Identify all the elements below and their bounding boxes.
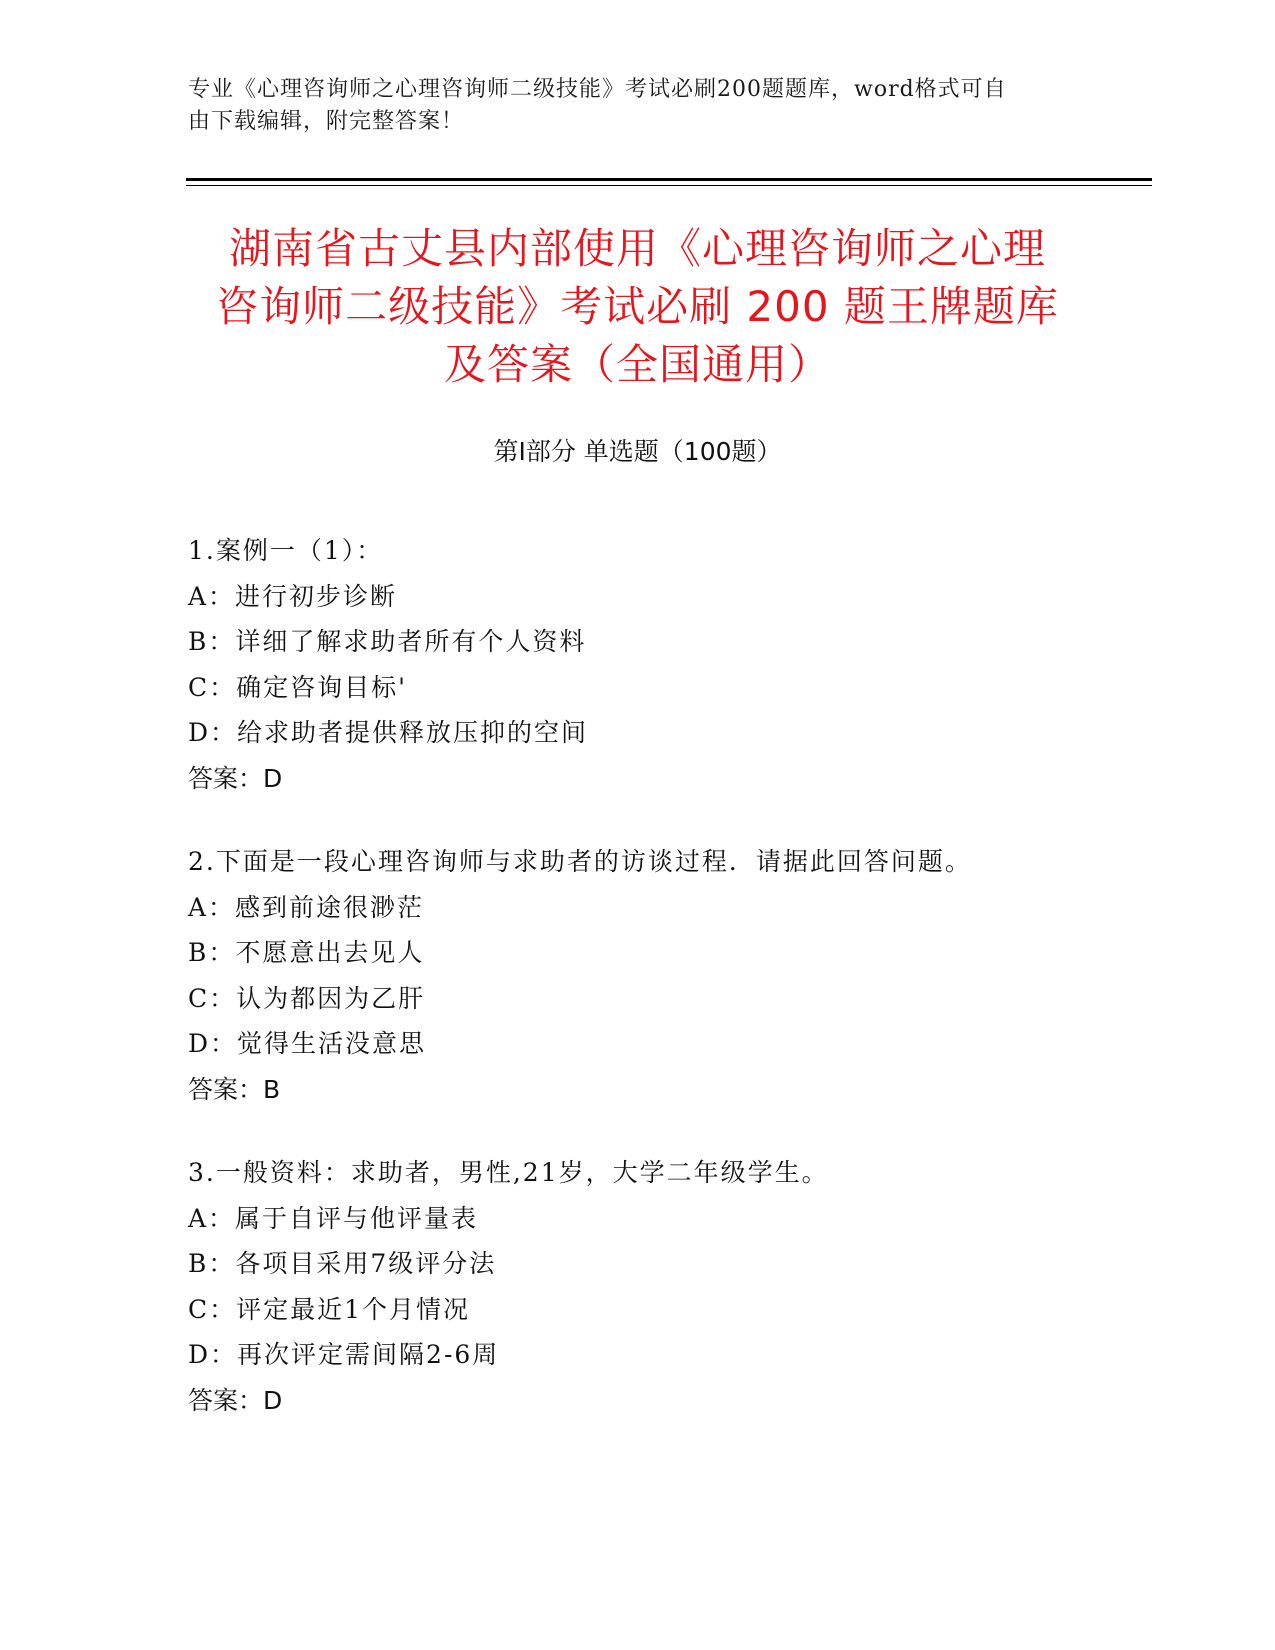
question-1 xyxy=(188,528,1148,801)
option-a: A：感到前途很渺茫 xyxy=(188,892,425,922)
title-line-1: 湖南省古丈县内部使用《心理咨询师之心理 xyxy=(228,224,1046,273)
section-heading: 第Ⅰ部分 单选题（100题） xyxy=(493,437,782,466)
option-d: D：给求助者提供释放压抑的空间 xyxy=(188,718,589,747)
header-note-line-2: 由下载编辑，附完整答案！ xyxy=(188,109,465,134)
question-stem: 1.案例一（1）： xyxy=(188,536,384,565)
question-stem: 3.一般资料：求助者，男性,21岁，大学二年级学生。 xyxy=(188,1158,829,1187)
option-d: D：再次评定需间隔2-6周 xyxy=(188,1340,500,1369)
header-note xyxy=(188,74,1068,138)
answer: 答案：D xyxy=(188,1385,283,1415)
document-title xyxy=(150,220,1125,394)
header-rule-thin xyxy=(186,185,1152,186)
option-c: C：认为都因为乙肝 xyxy=(188,983,426,1013)
question-3 xyxy=(188,1150,1148,1423)
question-2 xyxy=(188,839,1148,1112)
option-c: C：评定最近1个月情况 xyxy=(188,1294,471,1324)
option-b: B：各项目采用7级评分法 xyxy=(188,1249,497,1278)
option-b: B：不愿意出去见人 xyxy=(188,938,425,967)
title-line-3: 及答案（全国通用） xyxy=(443,340,831,389)
option-b: B：详细了解求助者所有个人资料 xyxy=(188,627,587,656)
option-a: A：属于自评与他评量表 xyxy=(188,1203,479,1233)
answer: 答案：B xyxy=(188,1074,281,1104)
answer: 答案：D xyxy=(188,763,283,793)
option-d: D：觉得生活没意思 xyxy=(188,1029,427,1058)
header-note-line-1: 专业《心理咨询师之心理咨询师二级技能》考试必刷200题题库，word格式可自 xyxy=(188,77,1007,102)
question-stem: 2.下面是一段心理咨询师与求助者的访谈过程．请据此回答问题。 xyxy=(188,847,972,876)
option-c: C：确定咨询目标' xyxy=(188,672,408,702)
title-line-2: 咨询师二级技能》考试必刷 200 题王牌题库 xyxy=(216,282,1059,331)
question-list xyxy=(188,528,1148,1461)
option-a: A：进行初步诊断 xyxy=(188,581,398,611)
header-rule-thick xyxy=(186,178,1152,181)
